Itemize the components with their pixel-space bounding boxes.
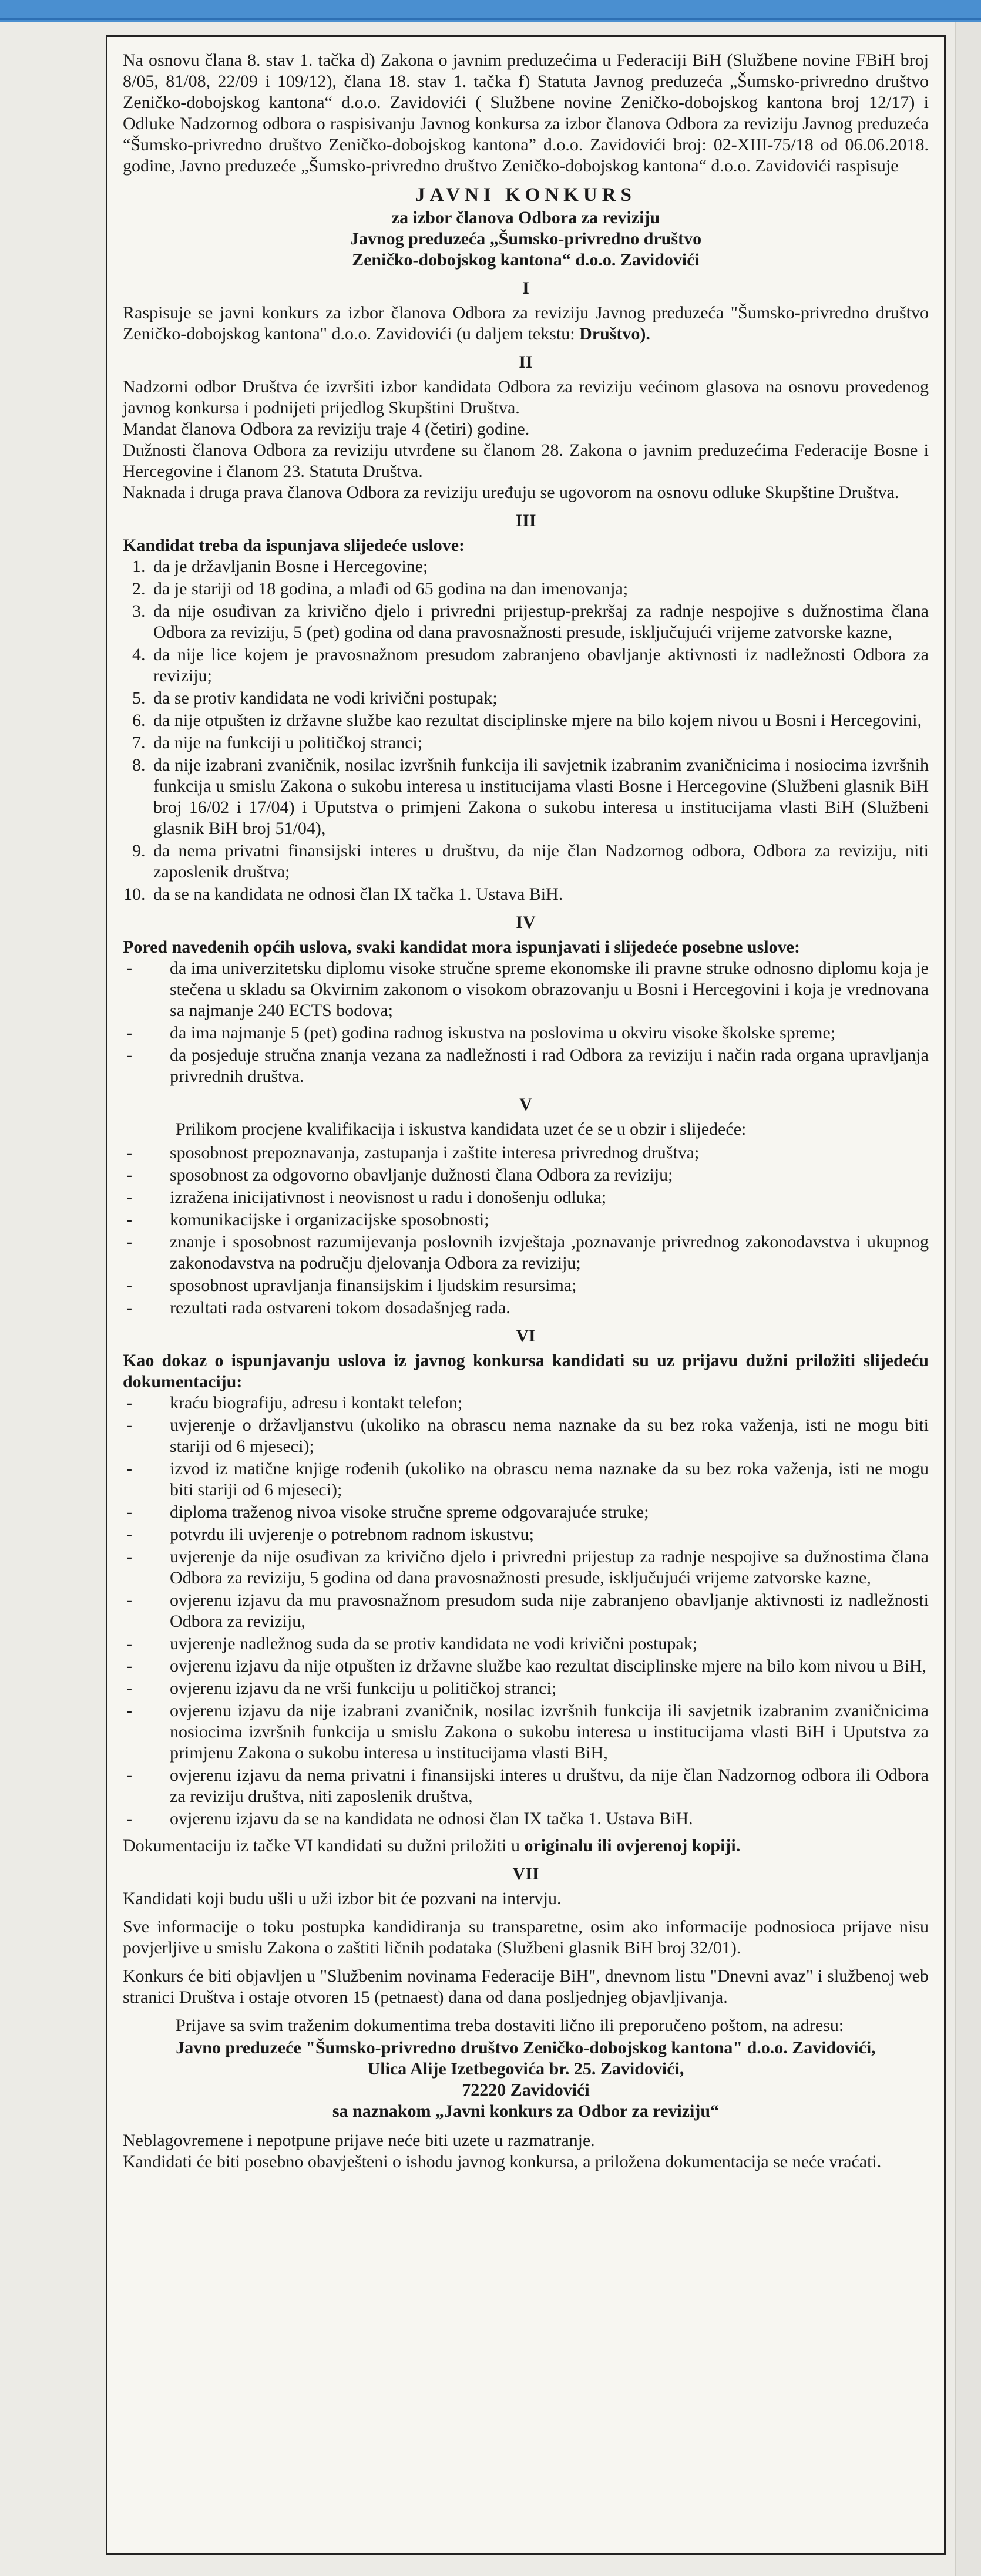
list-item: 3. da nije osuđivan za krivično djelo i privredni prijestup-prekršaj za radnje nespojive s dužnostima člana Odbora za reviziju, 5 (pet) godina od dana pravosnažnosti presude, isključujući vrijeme zatvorske kazne,	[150, 601, 929, 643]
section-vii-p1: Kandidati koji budu ušli u uži izbor bit će pozvani na intervju.	[123, 1888, 562, 1908]
section-vii-number: VII	[512, 1864, 539, 1884]
list-item: - rezultati rada ostvareni tokom dosadašnjeg rada.	[123, 1297, 929, 1319]
list-item: 8. da nije izabrani zvaničnik, nosilac izvršnih funkcija ili savjetnik izabranim zvaničnicima i nosiocima izvršnih funkcija u smislu Zakona o sukobu interesa u institucijama vlasti Bosne i Hercegovine (Službeni glasnik BiH broj 16/02 i 17/04) i Uputstva o primjeni Zakona o sukobu interesa u institucijama vlasti BiH (Službeni glasnik BiH broj 51/04),	[150, 755, 929, 839]
section-vii-p5: Neblagovremene i nepotpune prijave neće biti uzete u razmatranje.	[123, 2130, 595, 2150]
list-item: - sposobnost upravljanja finansijskim i ljudskim resursima;	[123, 1275, 929, 1296]
section-ii-line: Nadzorni odbor Društva će izvršiti izbor kandidata Odbora za reviziju većinom glasova na osnovu provedenog javnog konkursa i podnijeti prijedlog Skupštini Društva.	[123, 376, 929, 418]
list-item: - komunikacijske i organizacijske sposobnosti;	[123, 1209, 929, 1230]
list-item: 2. da je stariji od 18 godina, a mlađi od 65 godina na dan imenovanja;	[150, 579, 929, 600]
address-line: Ulica Alije Izetbegovića br. 25. Zavidovići,	[367, 2059, 684, 2079]
list-item: - ovjerenu izjavu da mu pravosnažnom presudom suda nije zabranjeno obavljanje aktivnosti iz nadležnosti Odbora za reviziju,	[123, 1590, 929, 1632]
list-item: 10. da se na kandidata ne odnosi član IX tačka 1. Ustava BiH.	[150, 884, 929, 905]
subtitle-line-2: Javnog preduzeća „Šumsko-privredno društvo	[350, 228, 702, 248]
list-item: - ovjerenu izjavu da ne vrši funkciju u političkoj stranci;	[123, 1678, 929, 1699]
section-ii-number: II	[519, 352, 533, 372]
list-item: - da posjeduje stručna znanja vezana za nadležnosti i rad Odbora za reviziju i način rada organa upravljanja privrednih društva.	[123, 1045, 929, 1087]
list-item: 1. da je državljanin Bosne i Hercegovine;	[150, 556, 929, 577]
address-line: sa naznakom „Javni konkurs za Odbor za reviziju“	[332, 2101, 720, 2121]
section-ii-line: Dužnosti članova Odbora za reviziju utvrđene su članom 28. Zakona o javnim preduzećima Federacije Bosne i Hercegovine i članom 23. Statuta Društva.	[123, 440, 929, 481]
section-v-number: V	[519, 1094, 532, 1114]
list-item: - potvrdu ili uvjerenje o potrebnom radnom iskustvu;	[123, 1524, 929, 1545]
adjacent-page-edge	[955, 22, 981, 2576]
list-item: - izvod iz matične knjige rođenih (ukoliko na obrascu nema naznake da su bez roka važenja, isti ne mogu biti stariji od 6 mjeseci);	[123, 1458, 929, 1501]
section-i-text	[123, 302, 929, 345]
section-iii-list	[123, 556, 929, 905]
list-item: - ovjerenu izjavu da se na kandidata ne odnosi član IX tačka 1. Ustava BiH.	[123, 1808, 929, 1830]
section-iv-list	[123, 958, 929, 1087]
section-ii-line: Naknada i druga prava članova Odbora za reviziju uređuju se ugovorom na osnovu odluke Skupštine Društva.	[123, 482, 899, 502]
list-item: - da ima najmanje 5 (pet) godina radnog iskustva na poslovima u okviru visoke školske spreme;	[123, 1023, 929, 1044]
list-item: - sposobnost za odgovorno obavljanje dužnosti člana Odbora za reviziju;	[123, 1165, 929, 1186]
top-color-band	[0, 0, 981, 22]
section-i-number: I	[522, 278, 529, 298]
section-vii-p3: Konkurs će biti objavljen u "Službenim novinama Federacije BiH", dnevnom listu "Dnevni avaz" i službenoj web stranici Društva i ostaje otvoren 15 (petnaest) dana od dana posljednjeg objavljivanja.	[123, 1966, 929, 2007]
section-i-body: Raspisuje se javni konkurs za izbor članova Odbora za reviziju Javnog preduzeća "Šumsko-privredno društvo Zeničko-dobojskog kantona" d.o.o. Zavidovići (u daljem tekstu:	[123, 302, 929, 344]
section-vi-list	[123, 1393, 929, 1830]
announcement-box	[106, 35, 946, 2555]
section-ii-line: Mandat članova Odbora za reviziju traje 4 (četiri) godine.	[123, 419, 530, 439]
list-item: - da ima univerzitetsku diplomu visoke stručne spreme ekonomske ili pravne struke odnosno diplomu koja je stečena u skladu sa Okvirnim zakonom o visokom obrazovanju u Bosni i Hercegovini i koja je vrednovana sa najmanje 240 ECTS bodova;	[123, 958, 929, 1021]
section-vii-p4: Prijave sa svim traženim dokumentima treba dostaviti lično ili preporučeno poštom, na adresu:	[176, 2015, 844, 2035]
section-iii-heading: Kandidat treba da ispunjava slijedeće uslove:	[123, 535, 465, 555]
address-line: Javno preduzeće "Šumsko-privredno društvo Zeničko-dobojskog kantona" d.o.o. Zavidovići,	[176, 2037, 876, 2057]
document-title: JAVNI KONKURS	[415, 184, 636, 206]
section-vii-p6: Kandidati će biti posebno obavješteni o ishodu javnog konkursa, a priložena dokumentacija se neće vraćati.	[123, 2151, 882, 2171]
list-item: - uvjerenje da nije osuđivan za krivično djelo i privredni prijestup za radnje nespojive sa dužnostima člana Odbora za reviziju, 5 godina od dana pravosnažnosti presude, isključujući vrijeme zatvorske kazne,	[123, 1546, 929, 1589]
list-item: - diploma traženog nivoa visoke stručne spreme odgovarajuće struke;	[123, 1502, 929, 1523]
list-item: - izražena inicijativnost i neovisnost u radu i donošenju odluka;	[123, 1187, 929, 1208]
list-item: 5. da se protiv kandidata ne vodi krivični postupak;	[150, 688, 929, 709]
list-item: - uvjerenje nadležnog suda da se protiv kandidata ne vodi krivični postupak;	[123, 1633, 929, 1654]
section-v-intro: Prilikom procjene kvalifikacija i iskustva kandidata uzet će se u obzir i slijedeće:	[176, 1119, 747, 1139]
section-vii-p2: Sve informacije o toku postupka kandidiranja su transparetne, osim ako informacije podnosioca prijave nisu povjerljive u smislu Zakona o zaštiti ličnih podataka (Službeni glasnik BiH broj 32/01).	[123, 1916, 929, 1958]
address-line: 72220 Zavidovići	[462, 2080, 590, 2100]
section-vi-number: VI	[516, 1326, 536, 1346]
list-item: - uvjerenje o državljanstvu (ukoliko na obrascu nema naznake da su bez roka važenja, isti ne mogu biti stariji od 6 mjeseci);	[123, 1415, 929, 1457]
intro-paragraph: Na osnovu člana 8. stav 1. tačka d) Zakona o javnim preduzećima u Federaciji BiH (Službene novine FBiH broj 8/05, 81/08, 22/09 i 109/12), člana 18. stav 1. tačka f) Statuta Javnog preduzeća „Šumsko-privredno društvo Zeničko-dobojskog kantona“ d.o.o. Zavidovići ( Službene novine Zeničko-dobojskog kantona broj 12/17) i Odluke Nadzornog odbora o raspisivanju Javnog konkursa za izbor članova Odbora za reviziju Javnog preduzeća “Šumsko-privredno društvo Zeničko-dobojskog kantona” d.o.o. Zavidovići broj: 02-XIII-75/18 od 06.06.2018. godine, Javno preduzeće „Šumsko-privredno društvo Zeničko-dobojskog kantona“ d.o.o. Zavidovići raspisuje	[123, 51, 929, 176]
list-item: - znanje i sposobnost razumijevanja poslovnih izvještaja ,poznavanje privrednog zakonodavstva i ukupnog zakonodavstva na području djelovanja Odbora za reviziju;	[123, 1232, 929, 1274]
section-v-list	[123, 1142, 929, 1319]
list-item: - ovjerenu izjavu da nije otpušten iz državne službe kao rezultat disciplinske mjere na bilo kom nivou u BiH,	[123, 1656, 929, 1677]
list-item: 4. da nije lice kojem je pravosnažnom presudom zabranjeno obavljanje aktivnosti iz nadležnosti Odbora za reviziju;	[150, 644, 929, 687]
section-vi-closing	[123, 1835, 929, 1857]
section-vi-closing-bold: originalu ili ovjerenoj kopiji.	[524, 1835, 741, 1855]
list-item: - ovjerenu izjavu da nema privatni i finansijski interes u društvu, da nije član Nadzornog odbora ili Odbora za reviziju društva, niti zaposlenik društva,	[123, 1765, 929, 1807]
section-i-bold: Društvo).	[579, 324, 650, 344]
section-iv-number: IV	[516, 912, 536, 932]
list-item: - sposobnost prepoznavanja, zastupanja i zaštite interesa privrednog društva;	[123, 1142, 929, 1163]
list-item: - kraću biografiju, adresu i kontakt telefon;	[123, 1393, 929, 1414]
section-iv-heading: Pored navedenih općih uslova, svaki kandidat mora ispunjavati i slijedeće posebne uslove:	[123, 937, 800, 957]
section-vi-closing-text: Dokumentaciju iz tačke VI kandidati su dužni priložiti u	[123, 1835, 520, 1855]
list-item: 6. da nije otpušten iz državne službe kao rezultat disciplinske mjere na bilo kojem nivou u Bosni i Hercegovini,	[150, 710, 929, 731]
subtitle-line-3: Zeničko-dobojskog kantona“ d.o.o. Zavidovići	[352, 250, 700, 270]
section-iii-number: III	[515, 510, 536, 530]
list-item: 9. da nema privatni finansijski interes u društvu, da nije član Nadzornog odbora, Odbora za reviziju, niti zaposlenik društva;	[150, 840, 929, 883]
list-item: - ovjerenu izjavu da nije izabrani zvaničnik, nosilac izvršnih funkcija ili savjetnik izabranim zvaničnicima nosiocima izvršnih funkcija u smislu Zakona o sukobu interesa u institucijama vlasti BiH i Uputstva za primjenu Zakona o sukobu interesa u institucijama vlasti BiH,	[123, 1700, 929, 1764]
section-vi-heading: Kao dokaz o ispunjavanju uslova iz javnog konkursa kandidati su uz prijavu dužni priložiti slijedeću dokumentaciju:	[123, 1350, 929, 1391]
subtitle-line-1: za izbor članova Odbora za reviziju	[391, 207, 660, 227]
list-item: 7. da nije na funkciji u političkoj stranci;	[150, 732, 929, 754]
